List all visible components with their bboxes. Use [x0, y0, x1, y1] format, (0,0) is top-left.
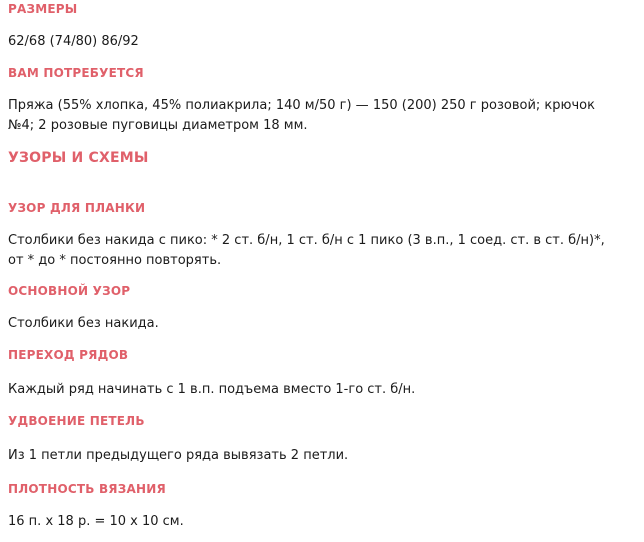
main-pattern-text: Столбики без накида.	[8, 316, 159, 331]
sizes-heading: РАЗМЕРЫ	[8, 2, 78, 16]
materials-heading: ВАМ ПОТРЕБУЕТСЯ	[8, 66, 144, 80]
gauge-text: 16 п. x 18 р. = 10 x 10 см.	[8, 514, 184, 529]
placket-pattern-heading: УЗОР ДЛЯ ПЛАНКИ	[8, 201, 146, 215]
placket-pattern-text-line-2: от * до * постоянно повторять.	[8, 253, 222, 268]
increase-text: Из 1 петли предыдущего ряда вывязать 2 петли.	[8, 448, 349, 463]
main-pattern-heading: ОСНОВНОЙ УЗОР	[8, 284, 131, 298]
sizes-text: 62/68 (74/80) 86/92	[8, 34, 139, 49]
row-transition-heading: ПЕРЕХОД РЯДОВ	[8, 348, 129, 362]
row-transition-text: Каждый ряд начинать с 1 в.п. подъема вместо 1-го ст. б/н.	[8, 382, 416, 397]
increase-heading: УДВОЕНИЕ ПЕТЕЛЬ	[8, 414, 145, 428]
placket-pattern-text-line-1: Столбики без накида с пико: * 2 ст. б/н, 1 ст. б/н с 1 пико (3 в.п., 1 соед. ст. в ст. б/н)*,	[8, 233, 605, 248]
gauge-heading: ПЛОТНОСТЬ ВЯЗАНИЯ	[8, 482, 166, 496]
materials-text-line-1: Пряжа (55% хлопка, 45% полиакрила; 140 м/50 г) — 150 (200) 250 г розовой; крючок	[8, 98, 595, 113]
patterns-title-heading: УЗОРЫ И СХЕМЫ	[8, 150, 149, 166]
materials-text-line-2: №4; 2 розовые пуговицы диаметром 18 мм.	[8, 118, 308, 133]
